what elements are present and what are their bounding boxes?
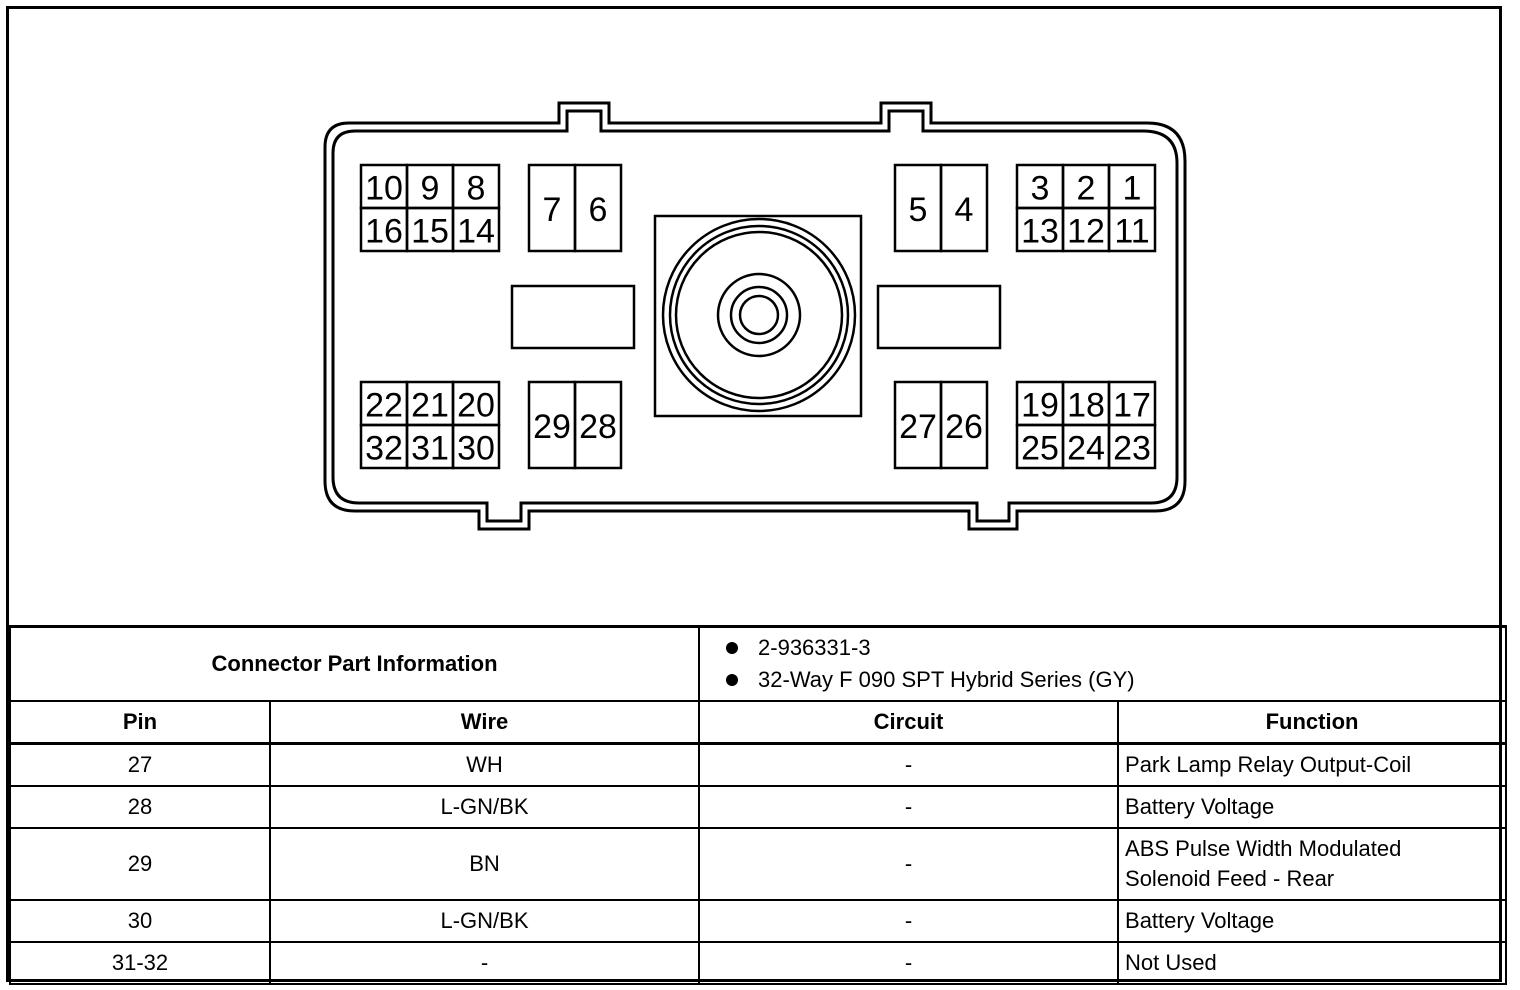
connector-face-svg: [9, 9, 1499, 625]
part-info-item: 32-Way F 090 SPT Hybrid Series (GY): [720, 664, 1499, 696]
pin-label-16: 16: [365, 212, 403, 251]
connector-sheet: [6, 6, 1502, 982]
cell-circuit: -: [699, 942, 1118, 984]
pin-label-21: 21: [411, 386, 449, 425]
pin-label-14: 14: [457, 212, 495, 251]
function-text: Solenoid Feed - Rear: [1125, 866, 1335, 891]
function-text: Not Used: [1125, 950, 1217, 975]
pin-label-7: 7: [542, 191, 562, 229]
cell-circuit: -: [699, 744, 1118, 787]
cell-circuit: -: [699, 900, 1118, 942]
bullet-icon: [726, 642, 738, 654]
blank-block-right: [878, 286, 1000, 348]
part-info-title: Connector Part Information: [10, 627, 699, 702]
connector-face-diagram: [9, 9, 1499, 625]
pin-label-19: 19: [1021, 386, 1059, 425]
part-info-list: [699, 627, 1506, 702]
pin-label-31: 31: [411, 429, 449, 468]
cell-function: [1118, 942, 1506, 984]
column-header-pin: Pin: [10, 701, 270, 744]
pin-label-10: 10: [365, 169, 403, 208]
table-row: [10, 900, 1506, 942]
cell-pin: 27: [10, 744, 270, 787]
cell-pin: 29: [10, 828, 270, 900]
function-text: ABS Pulse Width Modulated: [1125, 836, 1402, 861]
table-row: [10, 828, 1506, 900]
column-header-function: Function: [1118, 701, 1506, 744]
table-row: [10, 942, 1506, 984]
pin-label-3: 3: [1030, 169, 1050, 208]
pin-cavities: [361, 165, 1155, 468]
pin-label-6: 6: [588, 191, 608, 229]
cell-circuit: -: [699, 786, 1118, 828]
pin-label-30: 30: [457, 429, 495, 468]
cell-function: [1118, 744, 1506, 787]
pin-label-23: 23: [1113, 429, 1151, 468]
pin-label-2: 2: [1076, 169, 1096, 208]
pin-label-28: 28: [579, 408, 617, 446]
pin-label-15: 15: [411, 212, 449, 251]
cell-function: [1118, 828, 1506, 900]
blank-block-left: [512, 286, 634, 348]
pin-label-22: 22: [365, 386, 403, 425]
column-header-circuit: Circuit: [699, 701, 1118, 744]
pin-label-26: 26: [945, 408, 983, 446]
column-header-wire: Wire: [270, 701, 699, 744]
column-header-row: [10, 701, 1506, 744]
pin-label-29: 29: [533, 408, 571, 446]
pin-label-32: 32: [365, 429, 403, 468]
pin-label-25: 25: [1021, 429, 1059, 468]
pin-label-5: 5: [908, 191, 928, 229]
function-text: Park Lamp Relay Output-Coil: [1125, 752, 1412, 777]
function-text: Battery Voltage: [1125, 908, 1275, 933]
bullet-icon: [726, 674, 738, 686]
cell-wire: WH: [270, 744, 699, 787]
table-row: [10, 744, 1506, 787]
pin-label-27: 27: [899, 408, 937, 446]
cell-pin: 30: [10, 900, 270, 942]
table-row: [10, 786, 1506, 828]
cell-wire: L-GN/BK: [270, 900, 699, 942]
center-bolt-frame: [655, 216, 861, 416]
function-text: Battery Voltage: [1125, 794, 1275, 819]
cell-pin: 28: [10, 786, 270, 828]
cell-pin: 31-32: [10, 942, 270, 984]
cell-function: [1118, 786, 1506, 828]
pin-label-11: 11: [1114, 212, 1150, 251]
pin-label-12: 12: [1067, 212, 1105, 251]
pin-label-20: 20: [457, 386, 495, 425]
pin-label-1: 1: [1122, 169, 1142, 208]
pin-label-18: 18: [1067, 386, 1105, 425]
pin-label-13: 13: [1021, 212, 1059, 251]
pin-label-4: 4: [954, 191, 974, 229]
pinout-rows: [10, 744, 1506, 985]
cell-function: [1118, 900, 1506, 942]
pin-label-17: 17: [1113, 386, 1151, 425]
part-info-item: 2-936331-3: [720, 632, 1499, 664]
pin-label-24: 24: [1067, 429, 1105, 468]
center-bolt-icon: [663, 219, 855, 411]
cell-circuit: -: [699, 828, 1118, 900]
connector-pinout-table: [9, 625, 1507, 985]
pin-label-9: 9: [420, 169, 440, 208]
part-info-row: [10, 627, 1506, 702]
pin-label-8: 8: [466, 169, 486, 208]
cell-wire: BN: [270, 828, 699, 900]
cell-wire: -: [270, 942, 699, 984]
cell-wire: L-GN/BK: [270, 786, 699, 828]
